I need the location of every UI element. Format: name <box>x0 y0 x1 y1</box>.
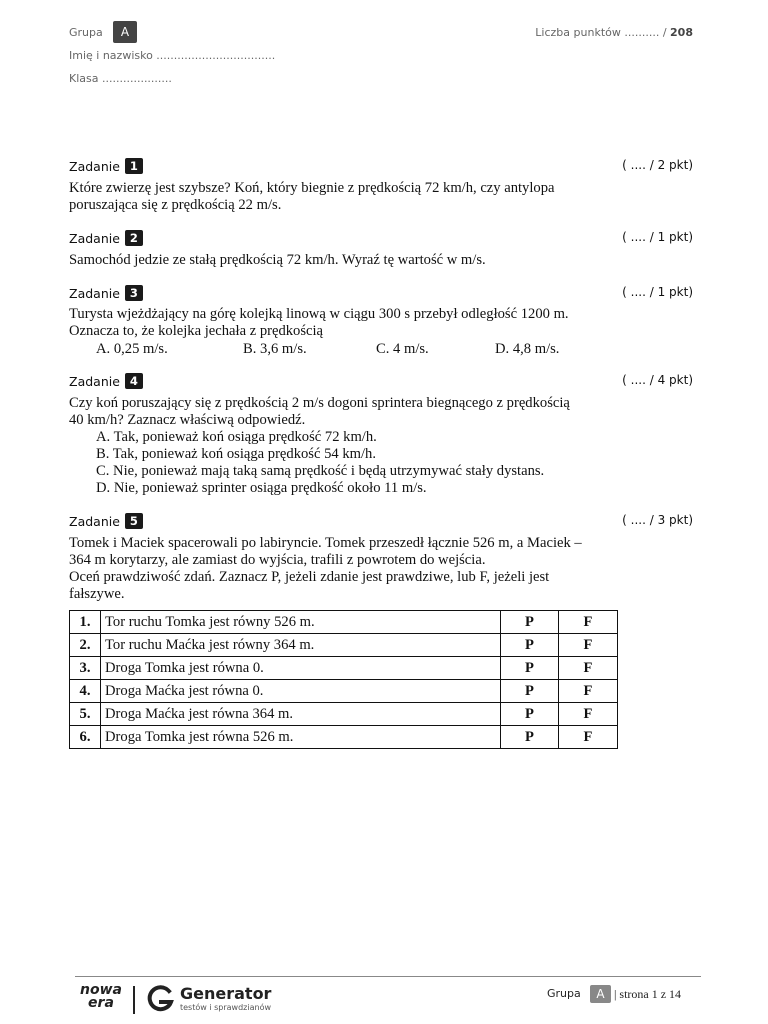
row-number: 6. <box>70 726 101 749</box>
table-row <box>70 611 618 634</box>
points-summary <box>535 26 693 39</box>
task-5-text <box>69 535 629 603</box>
footer-group-label: Grupa <box>547 987 581 1000</box>
task-4-answers <box>96 429 544 497</box>
text-line: Samochód jedzie ze stałą prędkością 72 km/h. Wyraź tę wartość w m/s. <box>69 252 486 268</box>
text-line: 40 km/h? Zaznacz właściwą odpowiedź. <box>69 412 306 428</box>
task-label: Zadanie <box>69 230 120 246</box>
true-option[interactable]: P <box>501 657 559 680</box>
false-option[interactable]: F <box>559 634 618 657</box>
false-option[interactable]: F <box>559 680 618 703</box>
table-row <box>70 703 618 726</box>
points-total: 208 <box>670 26 693 39</box>
option-a[interactable]: A. 0,25 m/s. <box>96 341 168 357</box>
task-points: ( .... / 2 pkt) <box>622 158 693 172</box>
generator-subtitle: testów i sprawdzianów <box>180 1003 271 1012</box>
task-number-badge: 4 <box>125 373 143 389</box>
false-option[interactable]: F <box>559 657 618 680</box>
task-4-header <box>69 372 693 390</box>
task-points: ( .... / 1 pkt) <box>622 285 693 299</box>
text-line: Tomek i Maciek spacerowali po labiryncie. Tomek przeszedł łącznie 526 m, a Maciek – <box>69 535 582 551</box>
task-number-badge: 3 <box>125 285 143 301</box>
false-option[interactable]: F <box>559 726 618 749</box>
task-label: Zadanie <box>69 373 120 389</box>
text-line: fałszywe. <box>69 586 125 602</box>
text-line: Czy koń poruszający się z prędkością 2 m/s dogoni sprintera biegnącego z prędkością <box>69 395 570 411</box>
text-line: poruszająca się z prędkością 22 m/s. <box>69 197 282 213</box>
statement: Droga Maćka jest równa 0. <box>101 680 501 703</box>
text-line: 364 m korytarzy, ale zamiast do wyjścia, trafili z powrotem do wejścia. <box>69 552 486 568</box>
task-label: Zadanie <box>69 158 120 174</box>
nowa-era-logo <box>80 984 122 1010</box>
statement: Tor ruchu Maćka jest równy 364 m. <box>101 634 501 657</box>
logo-line: era <box>88 995 114 1011</box>
false-option[interactable]: F <box>559 703 618 726</box>
task-number-badge: 2 <box>125 230 143 246</box>
page-indicator: | strona 1 z 14 <box>614 987 682 1001</box>
option-b[interactable]: B. 3,6 m/s. <box>243 341 307 357</box>
footer-group-badge: A <box>590 985 611 1003</box>
statement: Droga Tomka jest równa 526 m. <box>101 726 501 749</box>
table-row <box>70 657 618 680</box>
true-option[interactable]: P <box>501 703 559 726</box>
answer-d[interactable]: D. Nie, ponieważ sprinter osiąga prędkość około 11 m/s. <box>96 480 427 496</box>
true-option[interactable]: P <box>501 611 559 634</box>
statement: Droga Maćka jest równa 364 m. <box>101 703 501 726</box>
row-number: 3. <box>70 657 101 680</box>
task-3-text <box>69 306 629 340</box>
answer-b[interactable]: B. Tak, ponieważ koń osiąga prędkość 54 km/h. <box>96 446 376 462</box>
task-5-header <box>69 512 693 530</box>
option-c[interactable]: C. 4 m/s. <box>376 341 429 357</box>
row-number: 1. <box>70 611 101 634</box>
table-row <box>70 634 618 657</box>
row-number: 4. <box>70 680 101 703</box>
true-option[interactable]: P <box>501 726 559 749</box>
task-1-header <box>69 157 693 175</box>
task-number-badge: 5 <box>125 513 143 529</box>
statement: Tor ruchu Tomka jest równy 526 m. <box>101 611 501 634</box>
option-d[interactable]: D. 4,8 m/s. <box>495 341 560 357</box>
row-number: 2. <box>70 634 101 657</box>
false-option[interactable]: F <box>559 611 618 634</box>
logo-line: nowa <box>80 982 122 998</box>
statement: Droga Tomka jest równa 0. <box>101 657 501 680</box>
logo-separator <box>133 986 135 1014</box>
text-line: Turysta wjeżdżający na górę kolejką linową w ciągu 300 s przebył odległość 1200 m. <box>69 306 569 322</box>
task-points: ( .... / 1 pkt) <box>622 230 693 244</box>
points-label: Liczba punktów .......... / <box>535 26 667 39</box>
group-badge: A <box>113 21 137 43</box>
table-row <box>70 680 618 703</box>
task-label: Zadanie <box>69 513 120 529</box>
generator-title: Generator <box>180 984 272 1003</box>
task-1-text <box>69 180 629 214</box>
task-number-badge: 1 <box>125 158 143 174</box>
table-row <box>70 726 618 749</box>
task-3-header <box>69 284 693 302</box>
task-4-text <box>69 395 629 429</box>
generator-g-icon <box>147 985 175 1018</box>
answer-c[interactable]: C. Nie, ponieważ mają taką samą prędkość i będą utrzymywać stały dystans. <box>96 463 545 479</box>
group-label: Grupa <box>69 26 103 39</box>
row-number: 5. <box>70 703 101 726</box>
answer-a[interactable]: A. Tak, ponieważ koń osiąga prędkość 72 km/h. <box>96 429 377 445</box>
true-false-table <box>69 610 618 749</box>
footer-divider <box>75 976 701 977</box>
text-line: Które zwierzę jest szybsze? Koń, który biegnie z prędkością 72 km/h, czy antylopa <box>69 180 555 196</box>
task-3-options <box>0 341 768 359</box>
class-field-label: Klasa .................... <box>69 72 172 85</box>
task-points: ( .... / 3 pkt) <box>622 513 693 527</box>
true-option[interactable]: P <box>501 634 559 657</box>
text-line: Oznacza to, że kolejka jechała z prędkością <box>69 323 324 339</box>
task-2-text <box>69 252 629 269</box>
name-field-label: Imię i nazwisko .................................. <box>69 49 276 62</box>
task-points: ( .... / 4 pkt) <box>622 373 693 387</box>
true-option[interactable]: P <box>501 680 559 703</box>
text-line: Oceń prawdziwość zdań. Zaznacz P, jeżeli zdanie jest prawdziwe, lub F, jeżeli jest <box>69 569 550 585</box>
task-2-header <box>69 229 693 247</box>
task-label: Zadanie <box>69 285 120 301</box>
